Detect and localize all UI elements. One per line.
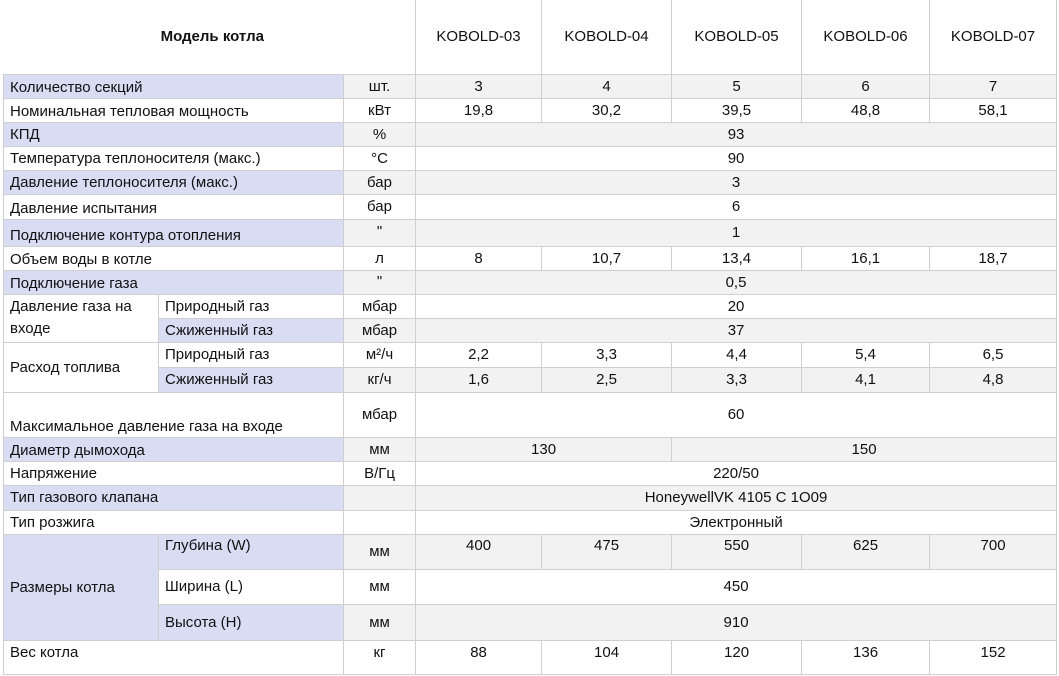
sub-row-label: Ширина (L) — [159, 569, 344, 604]
value-cell: 2,5 — [542, 367, 672, 392]
value-cell: 5 — [672, 74, 802, 98]
value-cell: 60 — [416, 392, 1057, 437]
value-cell: 19,8 — [416, 98, 542, 122]
value-cell: 0,5 — [416, 270, 1057, 294]
model-name: KOBOLD-05 — [672, 0, 802, 74]
value-cell: Электронный — [416, 510, 1057, 534]
value-cell: 4,8 — [930, 367, 1057, 392]
table-row — [4, 604, 1057, 640]
unit-cell: В/Гц — [344, 461, 416, 485]
row-label: Диаметр дымохода — [4, 437, 344, 461]
value-cell: 130 — [416, 437, 672, 461]
value-cell: 16,1 — [802, 246, 930, 270]
value-cell: 37 — [416, 318, 1057, 342]
row-label: Напряжение — [4, 461, 344, 485]
table-row — [4, 98, 1057, 122]
value-cell: 4,1 — [802, 367, 930, 392]
value-cell: 700 — [930, 534, 1057, 569]
unit-cell: м²/ч — [344, 342, 416, 367]
value-cell: 1 — [416, 219, 1057, 246]
unit-cell — [344, 510, 416, 534]
row-label: Объем воды в котле — [4, 246, 344, 270]
unit-cell: % — [344, 122, 416, 146]
value-cell: 7 — [930, 74, 1057, 98]
value-cell: 150 — [672, 437, 1057, 461]
table-row — [4, 461, 1057, 485]
sub-row-label: Высота (H) — [159, 604, 344, 640]
unit-cell: " — [344, 270, 416, 294]
unit-cell: мм — [344, 534, 416, 569]
unit-cell: мбар — [344, 392, 416, 437]
row-label: Вес котла — [4, 640, 344, 674]
value-cell: 220/50 — [416, 461, 1057, 485]
value-cell: 88 — [416, 640, 542, 674]
table-row — [4, 194, 1057, 219]
model-header: Модель котла — [4, 0, 416, 74]
row-label: Размеры котла — [4, 534, 159, 640]
sub-row-label: Сжиженный газ — [159, 367, 344, 392]
value-cell: 4,4 — [672, 342, 802, 367]
value-cell: 4 — [542, 74, 672, 98]
value-cell: 910 — [416, 604, 1057, 640]
table-row — [4, 122, 1057, 146]
table-row — [4, 485, 1057, 510]
value-cell: 5,4 — [802, 342, 930, 367]
value-cell: 104 — [542, 640, 672, 674]
row-label: Давление испытания — [4, 194, 344, 219]
unit-cell: шт. — [344, 74, 416, 98]
value-cell: 1,6 — [416, 367, 542, 392]
value-cell: 30,2 — [542, 98, 672, 122]
boiler-spec-table — [3, 0, 1057, 675]
value-cell: HoneywellVK 4105 C 1O09 — [416, 485, 1057, 510]
unit-cell: мбар — [344, 294, 416, 318]
value-cell: 475 — [542, 534, 672, 569]
table-row — [4, 640, 1057, 674]
value-cell: 10,7 — [542, 246, 672, 270]
value-cell: 3,3 — [672, 367, 802, 392]
value-cell: 39,5 — [672, 98, 802, 122]
value-cell: 3,3 — [542, 342, 672, 367]
table-row — [4, 294, 1057, 318]
row-label: Тип газового клапана — [4, 485, 344, 510]
unit-cell: мм — [344, 604, 416, 640]
unit-cell: кг/ч — [344, 367, 416, 392]
row-label: Номинальная тепловая мощность — [4, 98, 344, 122]
value-cell: 120 — [672, 640, 802, 674]
model-name: KOBOLD-04 — [542, 0, 672, 74]
sub-row-label: Природный газ — [159, 342, 344, 367]
value-cell: 58,1 — [930, 98, 1057, 122]
value-cell: 2,2 — [416, 342, 542, 367]
table-row — [4, 367, 1057, 392]
value-cell: 18,7 — [930, 246, 1057, 270]
value-cell: 3 — [416, 170, 1057, 194]
table-row — [4, 510, 1057, 534]
value-cell: 48,8 — [802, 98, 930, 122]
value-cell: 3 — [416, 74, 542, 98]
unit-cell: л — [344, 246, 416, 270]
value-cell: 550 — [672, 534, 802, 569]
table-row — [4, 392, 1057, 437]
model-name: KOBOLD-03 — [416, 0, 542, 74]
value-cell: 152 — [930, 640, 1057, 674]
table-row — [4, 437, 1057, 461]
unit-cell: мбар — [344, 318, 416, 342]
row-label: Расход топлива — [4, 342, 159, 392]
table-row — [4, 74, 1057, 98]
table-row — [4, 170, 1057, 194]
value-cell: 6 — [416, 194, 1057, 219]
row-label: Подключение газа — [4, 270, 344, 294]
value-cell: 13,4 — [672, 246, 802, 270]
table-row — [4, 146, 1057, 170]
table-row — [4, 219, 1057, 246]
row-label: Максимальное давление газа на входе — [4, 392, 344, 437]
unit-cell: " — [344, 219, 416, 246]
table-row — [4, 246, 1057, 270]
table-row — [4, 534, 1057, 569]
row-label: Подключение контура отопления — [4, 219, 344, 246]
row-label: Температура теплоносителя (макс.) — [4, 146, 344, 170]
unit-cell: кВт — [344, 98, 416, 122]
value-cell: 20 — [416, 294, 1057, 318]
value-cell: 93 — [416, 122, 1057, 146]
unit-cell: бар — [344, 194, 416, 219]
unit-cell — [344, 485, 416, 510]
unit-cell: мм — [344, 437, 416, 461]
value-cell: 8 — [416, 246, 542, 270]
row-label: Давление теплоносителя (макс.) — [4, 170, 344, 194]
unit-cell: кг — [344, 640, 416, 674]
value-cell: 90 — [416, 146, 1057, 170]
unit-cell: бар — [344, 170, 416, 194]
unit-cell: °С — [344, 146, 416, 170]
model-name: KOBOLD-07 — [930, 0, 1057, 74]
sub-row-label: Природный газ — [159, 294, 344, 318]
value-cell: 6,5 — [930, 342, 1057, 367]
header-row — [4, 0, 1057, 74]
value-cell: 6 — [802, 74, 930, 98]
row-label: Давление газа на входе — [4, 294, 159, 342]
sub-row-label: Сжиженный газ — [159, 318, 344, 342]
row-label: КПД — [4, 122, 344, 146]
row-label: Количество секций — [4, 74, 344, 98]
table-row — [4, 318, 1057, 342]
unit-cell: мм — [344, 569, 416, 604]
table-row — [4, 342, 1057, 367]
table-row — [4, 569, 1057, 604]
value-cell: 136 — [802, 640, 930, 674]
row-label: Тип розжига — [4, 510, 344, 534]
value-cell: 400 — [416, 534, 542, 569]
value-cell: 450 — [416, 569, 1057, 604]
sub-row-label: Глубина (W) — [159, 534, 344, 569]
table-row — [4, 270, 1057, 294]
model-name: KOBOLD-06 — [802, 0, 930, 74]
value-cell: 625 — [802, 534, 930, 569]
